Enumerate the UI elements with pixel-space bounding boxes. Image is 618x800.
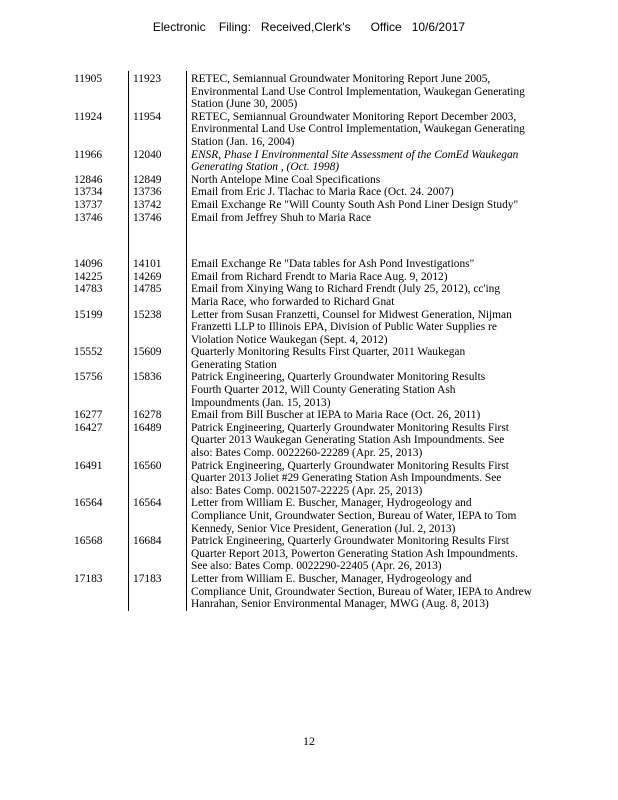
description-line: Quarterly Monitoring Results First Quarter, 2011 Waukegan bbox=[191, 346, 466, 359]
document-description bbox=[187, 497, 554, 535]
description-line: Quarter Report 2013, Powerton Generating Station Ash Impoundments. bbox=[191, 547, 518, 560]
description-line: Letter from Susan Franzetti, Counsel for Midwest Generation, Nijman bbox=[191, 308, 512, 321]
description-line: Email Exchange Re "Will County South Ash Pond Liner Design Study" bbox=[191, 198, 519, 211]
document-description bbox=[187, 199, 554, 212]
table-row bbox=[66, 111, 553, 149]
document-description bbox=[187, 271, 554, 284]
bates-start: 15552 bbox=[74, 346, 103, 359]
document-description bbox=[187, 111, 554, 149]
description-line: Quarter 2013 Joliet #29 Generating Station Ash Impoundments. See bbox=[191, 472, 502, 485]
description-line: Generating Station bbox=[191, 358, 277, 371]
description-line: Patrick Engineering, Quarterly Groundwater Monitoring Results First bbox=[191, 459, 509, 472]
description-line: Hanrahan, Senior Environmental Manager, MWG (Aug. 8, 2013) bbox=[191, 598, 489, 611]
bates-start: 13734 bbox=[74, 186, 103, 199]
description-line: ENSR, Phase I Environmental Site Assessment of the ComEd Waukegan bbox=[191, 148, 519, 161]
description-line: Email Exchange Re "Data tables for Ash Pond Investigations" bbox=[191, 258, 475, 271]
document-description bbox=[187, 186, 554, 199]
bates-start: 16564 bbox=[74, 497, 103, 510]
filing-header: Electronic Filing: Received,Clerk's Office 10/6/2017 bbox=[152, 20, 466, 34]
table-row bbox=[66, 174, 553, 187]
table-row bbox=[66, 199, 553, 212]
bates-start: 16491 bbox=[74, 459, 103, 472]
document-description bbox=[187, 73, 554, 111]
document-description bbox=[187, 535, 554, 573]
bates-end: 15609 bbox=[129, 346, 187, 371]
bates-end: 14269 bbox=[129, 271, 187, 284]
bates-end: 16684 bbox=[129, 535, 187, 573]
bates-end: 11954 bbox=[129, 111, 187, 149]
table-row bbox=[66, 271, 553, 284]
document-description bbox=[187, 409, 554, 422]
bates-start: 15199 bbox=[74, 308, 103, 321]
description-line: Letter from William E. Buscher, Manager, Hydrogeology and bbox=[191, 572, 472, 585]
description-line: Email from Richard Frendt to Maria Race Aug. 9, 2012) bbox=[191, 270, 448, 283]
description-line: Quarter 2013 Waukegan Generating Station Ash Impoundments. See bbox=[191, 434, 505, 447]
bates-start: 11924 bbox=[74, 110, 103, 123]
bates-start: 11905 bbox=[74, 73, 103, 85]
table-row bbox=[66, 409, 553, 422]
table-row bbox=[66, 535, 553, 573]
bates-end: 14785 bbox=[129, 283, 187, 308]
bates-start: 16277 bbox=[74, 409, 103, 422]
description-line: Compliance Unit, Groundwater Section, Bureau of Water, IEPA to Tom bbox=[191, 510, 517, 522]
description-line: Station (Jan. 16, 2004) bbox=[191, 135, 295, 148]
table-row bbox=[66, 346, 553, 371]
description-line: Patrick Engineering, Quarterly Groundwater Monitoring Results First bbox=[191, 535, 509, 548]
description-line: Violation Notice Waukegan (Sept. 4, 2012) bbox=[191, 333, 388, 346]
bates-start: 16427 bbox=[74, 421, 103, 434]
page-number: 12 bbox=[303, 734, 315, 748]
document-description bbox=[187, 371, 554, 409]
table-row bbox=[66, 371, 553, 409]
description-line: Patrick Engineering, Quarterly Groundwater Monitoring Results First bbox=[191, 421, 509, 434]
table-row bbox=[66, 258, 553, 271]
description-line: Email from Eric J. Tlachac to Maria Race (Oct. 24. 2007) bbox=[191, 186, 454, 199]
bates-start: 14225 bbox=[74, 270, 103, 283]
bates-end: 13742 bbox=[129, 199, 187, 212]
description-line: Fourth Quarter 2012, Will County Generating Station Ash bbox=[191, 384, 456, 397]
table-row bbox=[66, 212, 553, 259]
bates-start: 17183 bbox=[74, 572, 103, 585]
exhibit-table bbox=[66, 71, 553, 611]
description-line: Letter from William E. Buscher, Manager, Hydrogeology and bbox=[191, 497, 472, 510]
bates-end: 12849 bbox=[129, 174, 187, 187]
description-line: Franzetti LLP to Illinois EPA, Division of Public Water Supplies re bbox=[191, 321, 497, 334]
bates-start: 14096 bbox=[74, 258, 103, 271]
document-description bbox=[187, 283, 554, 308]
bates-start: 12846 bbox=[74, 173, 103, 186]
table-row bbox=[66, 73, 553, 111]
description-line: Email from Jeffrey Shuh to Maria Race bbox=[191, 211, 372, 224]
description-line: Kennedy, Senior Vice President, Generation (Jul. 2, 2013) bbox=[191, 522, 456, 535]
bates-end: 16560 bbox=[129, 460, 187, 498]
bates-start: 15756 bbox=[74, 371, 103, 384]
table-row bbox=[66, 460, 553, 498]
description-line: Maria Race, who forwarded to Richard Gnat bbox=[191, 295, 395, 308]
bates-end: 13746 bbox=[129, 212, 187, 259]
description-line: Email from Bill Buscher at IEPA to Maria Race (Oct. 26, 2011) bbox=[191, 409, 481, 422]
description-line: Impoundments (Jan. 15, 2013) bbox=[191, 396, 331, 409]
description-line: Email from Xinying Wang to Richard Frendt (July 25, 2012), cc'ing bbox=[191, 283, 501, 296]
table-row bbox=[66, 573, 553, 611]
bates-end: 14101 bbox=[129, 258, 187, 271]
table-row bbox=[66, 309, 553, 347]
description-line: RETEC, Semiannual Groundwater Monitoring Report June 2005, bbox=[191, 73, 491, 85]
document-description bbox=[187, 422, 554, 460]
document-description bbox=[187, 573, 554, 611]
table-row bbox=[66, 422, 553, 460]
document-description bbox=[187, 346, 554, 371]
document-description bbox=[187, 460, 554, 498]
bates-start: 13746 bbox=[74, 211, 103, 224]
bates-start: 14783 bbox=[74, 283, 103, 296]
description-line: Station (June 30, 2005) bbox=[191, 98, 298, 111]
description-line: North Antelope Mine Coal Specifications bbox=[191, 173, 381, 186]
bates-end: 17183 bbox=[129, 573, 187, 611]
document-description bbox=[187, 149, 554, 174]
bates-end: 16489 bbox=[129, 422, 187, 460]
bates-start: 11966 bbox=[74, 148, 103, 161]
bates-end: 15836 bbox=[129, 371, 187, 409]
description-line: Environmental Land Use Control Implementation, Waukegan Generating bbox=[191, 85, 525, 98]
description-line: Compliance Unit, Groundwater Section, Bureau of Water, IEPA to Andrew bbox=[191, 585, 532, 598]
description-line: Patrick Engineering, Quarterly Groundwater Monitoring Results bbox=[191, 371, 486, 384]
bates-end: 12040 bbox=[129, 149, 187, 174]
exhibit-table-wrapper bbox=[66, 71, 553, 702]
bates-end: 16278 bbox=[129, 409, 187, 422]
description-line: also: Bates Comp. 0022260-22289 (Apr. 25, 2013) bbox=[191, 447, 423, 460]
table-row bbox=[66, 149, 553, 174]
document-description bbox=[187, 174, 554, 187]
document-description bbox=[187, 212, 554, 259]
table-row bbox=[66, 283, 553, 308]
bates-start: 13737 bbox=[74, 198, 103, 211]
bates-end: 13736 bbox=[129, 186, 187, 199]
document-description bbox=[187, 309, 554, 347]
bates-end: 15238 bbox=[129, 309, 187, 347]
description-line: also: Bates Comp. 0021507-22225 (Apr. 25, 2013) bbox=[191, 484, 423, 497]
bates-end: 11923 bbox=[129, 73, 187, 111]
description-line: Generating Station , (Oct. 1998) bbox=[191, 161, 340, 174]
description-line: See also: Bates Comp. 0022290-22405 (Apr. 26, 2013) bbox=[191, 560, 442, 573]
description-line: RETEC, Semiannual Groundwater Monitoring Report December 2003, bbox=[191, 110, 517, 123]
document-description bbox=[187, 258, 554, 271]
bates-start: 16568 bbox=[74, 535, 103, 548]
table-row bbox=[66, 186, 553, 199]
table-row bbox=[66, 497, 553, 535]
description-line: Environmental Land Use Control Implementation, Waukegan Generating bbox=[191, 123, 525, 136]
bates-end: 16564 bbox=[129, 497, 187, 535]
